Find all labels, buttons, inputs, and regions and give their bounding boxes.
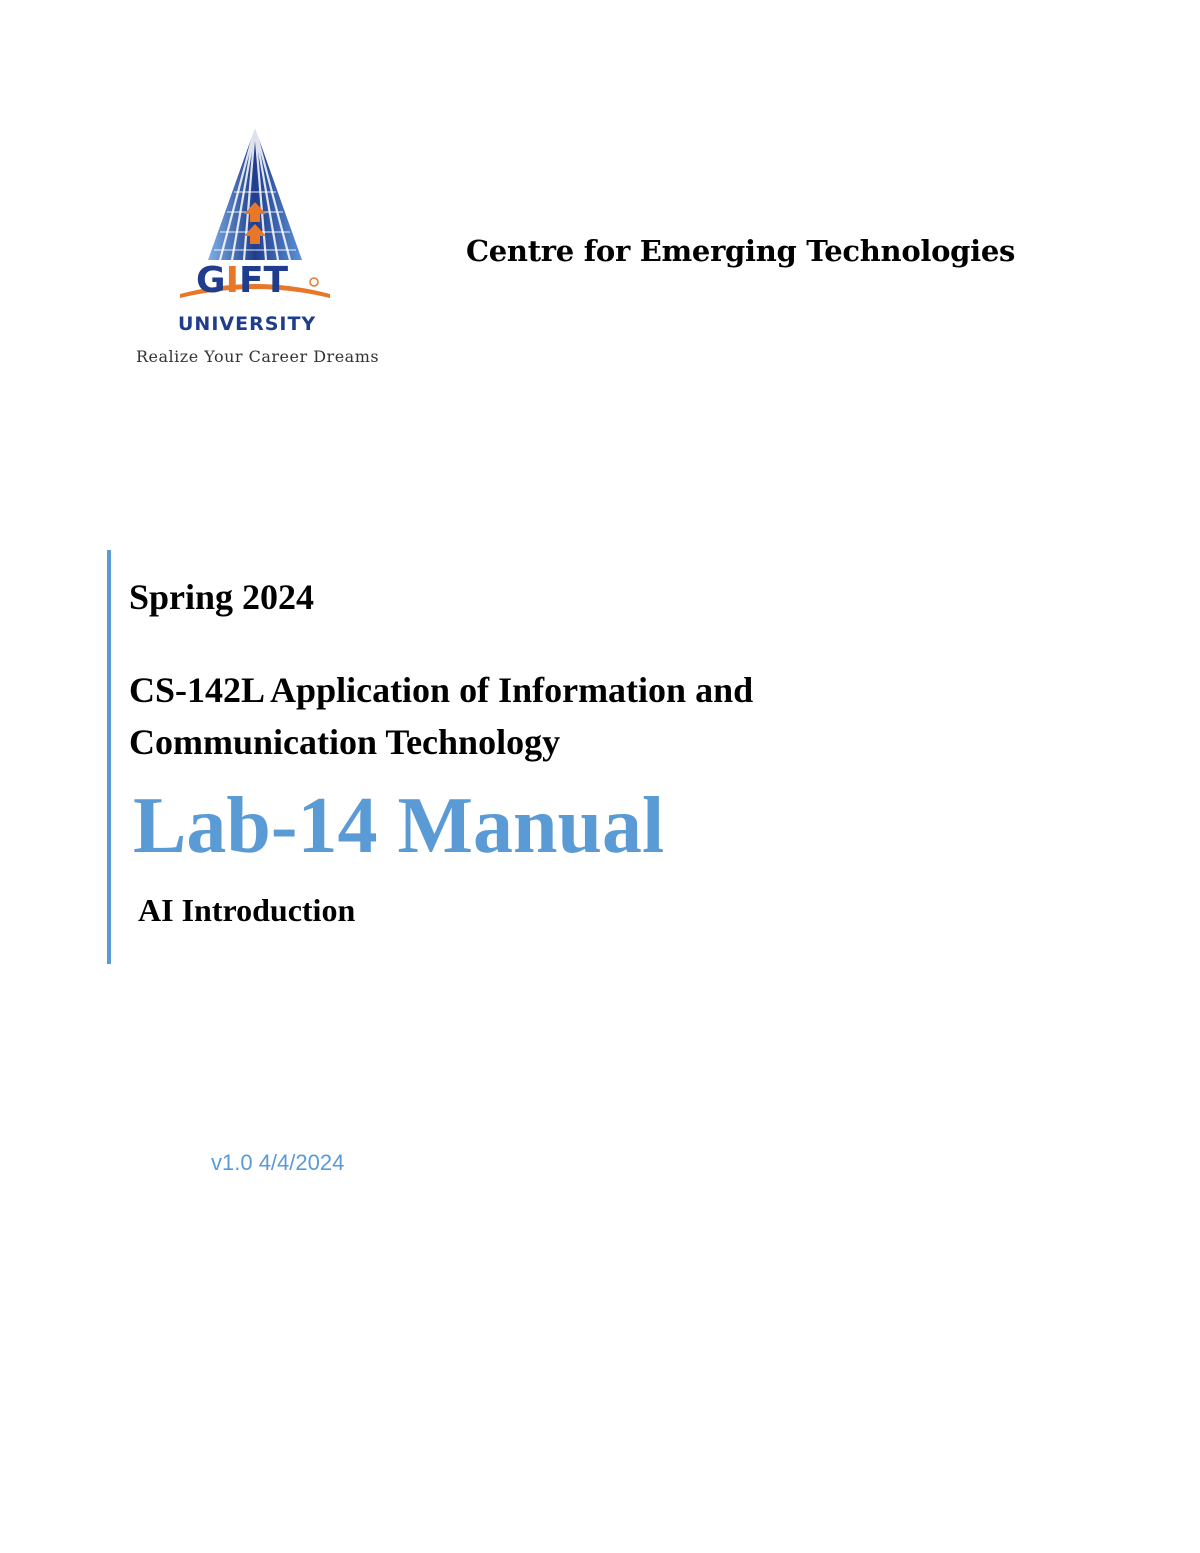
course-title-line1: CS-142L Application of Information and (129, 670, 754, 710)
version-date: v1.0 4/4/2024 (211, 1150, 345, 1175)
logo-letters-ft: FT (238, 260, 289, 301)
gift-university-logo (130, 122, 380, 372)
logo-letter-g: G (196, 260, 226, 301)
lab-manual-title: Lab-14 Manual (133, 782, 665, 870)
department-name: Centre for Emerging Technologies (466, 234, 1016, 268)
course-title-line2: Communication Technology (129, 722, 561, 762)
svg-text:GIFT (196, 260, 289, 301)
logo-tagline: Realize Your Career Dreams (136, 347, 380, 366)
lab-topic: AI Introduction (138, 892, 356, 928)
title-block (107, 550, 911, 964)
logo-letter-i: I (225, 260, 239, 301)
logo-emblem-icon (130, 122, 380, 372)
logo-subtitle: UNIVERSITY (178, 313, 317, 335)
term-label: Spring 2024 (129, 577, 315, 617)
course-title (129, 664, 849, 768)
